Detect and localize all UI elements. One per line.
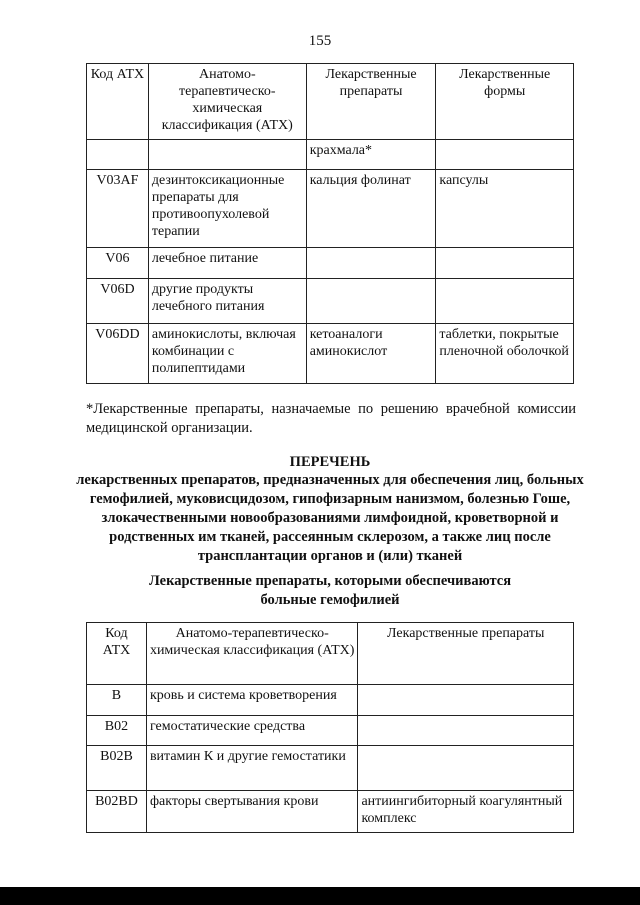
- cell-drug: кальция фолинат: [306, 170, 436, 248]
- cell-code: V03AF: [87, 170, 149, 248]
- cell-form: [436, 248, 574, 279]
- cell-classification: дезинтоксикационные препараты для противоопухолевой терапии: [148, 170, 306, 248]
- cell-code: V06DD: [87, 324, 149, 384]
- cell-classification: факторы свертывания крови: [146, 791, 358, 833]
- cell-drug: антиингибиторный коагулянтный комплекс: [358, 791, 574, 833]
- cell-code: B02B: [87, 746, 147, 791]
- header-code: Код АТХ: [87, 623, 147, 685]
- cell-code: V06D: [87, 279, 149, 324]
- cell-classification: кровь и система кроветворения: [146, 685, 358, 716]
- hemophilia-drugs-table: [86, 622, 574, 833]
- cell-code: B: [87, 685, 147, 716]
- section-title: Лекарственные препараты, которыми обеспечиваются больные гемофилией: [148, 573, 512, 608]
- cell-code: V06: [87, 248, 149, 279]
- header-drugs: Лекарственные препараты: [306, 64, 436, 140]
- cell-classification: аминокислоты, включая комбинации с полипептидами: [148, 324, 306, 384]
- cell-drug: крахмала*: [306, 140, 436, 170]
- cell-drug: [358, 716, 574, 746]
- cell-classification: лечебное питание: [148, 248, 306, 279]
- table-row: [87, 140, 574, 170]
- cell-form: таблетки, покрытые пленочной оболочкой: [436, 324, 574, 384]
- cell-drug: [358, 685, 574, 716]
- table-row: [87, 248, 574, 279]
- cell-drug: кетоаналоги аминокислот: [306, 324, 436, 384]
- header-classification: Анатомо-терапевтическо-химическая классификация (АТХ): [146, 623, 358, 685]
- cell-drug: [306, 248, 436, 279]
- cell-form: капсулы: [436, 170, 574, 248]
- table-header-row: [87, 623, 574, 685]
- cell-code: [87, 140, 149, 170]
- header-code: Код АТХ: [87, 64, 149, 140]
- header-classification: Анатомо-терапевтическо-химическая классификация (АТХ): [148, 64, 306, 140]
- table-row: [87, 716, 574, 746]
- header-drugs: Лекарственные препараты: [358, 623, 574, 685]
- cell-classification: витамин К и другие гемостатики: [146, 746, 358, 791]
- table-row: [87, 170, 574, 248]
- table-row: [87, 685, 574, 716]
- list-subtitle: лекарственных препаратов, предназначенных для обеспечения лиц, больных гемофилией, муковисцидозом, гипофизарным нанизмом, болезнью Гоше, злокачественными новообразованиями лимфоидной, кроветворной и родственных им тканей, рассеянным склерозом, а также лиц после трансплантации органов и (или) тканей: [76, 472, 584, 564]
- footnote: *Лекарственные препараты, назначаемые по решению врачебной комиссии медицинской организации.: [86, 401, 576, 436]
- cell-classification: [148, 140, 306, 170]
- cell-classification: гемостатические средства: [146, 716, 358, 746]
- table-row: [87, 746, 574, 791]
- list-title: ПЕРЕЧЕНЬ: [289, 454, 371, 470]
- bottom-edge-bar: [0, 887, 640, 905]
- table-header-row: [87, 64, 574, 140]
- cell-classification: другие продукты лечебного питания: [148, 279, 306, 324]
- table-row: [87, 279, 574, 324]
- cell-code: B02BD: [87, 791, 147, 833]
- cell-form: [436, 140, 574, 170]
- cell-code: B02: [87, 716, 147, 746]
- table-row: [87, 324, 574, 384]
- cell-drug: [358, 746, 574, 791]
- cell-drug: [306, 279, 436, 324]
- page-number: 155: [308, 33, 332, 49]
- atc-table-continued: [86, 63, 574, 384]
- cell-form: [436, 279, 574, 324]
- header-forms: Лекарственные формы: [436, 64, 574, 140]
- table-row: [87, 791, 574, 833]
